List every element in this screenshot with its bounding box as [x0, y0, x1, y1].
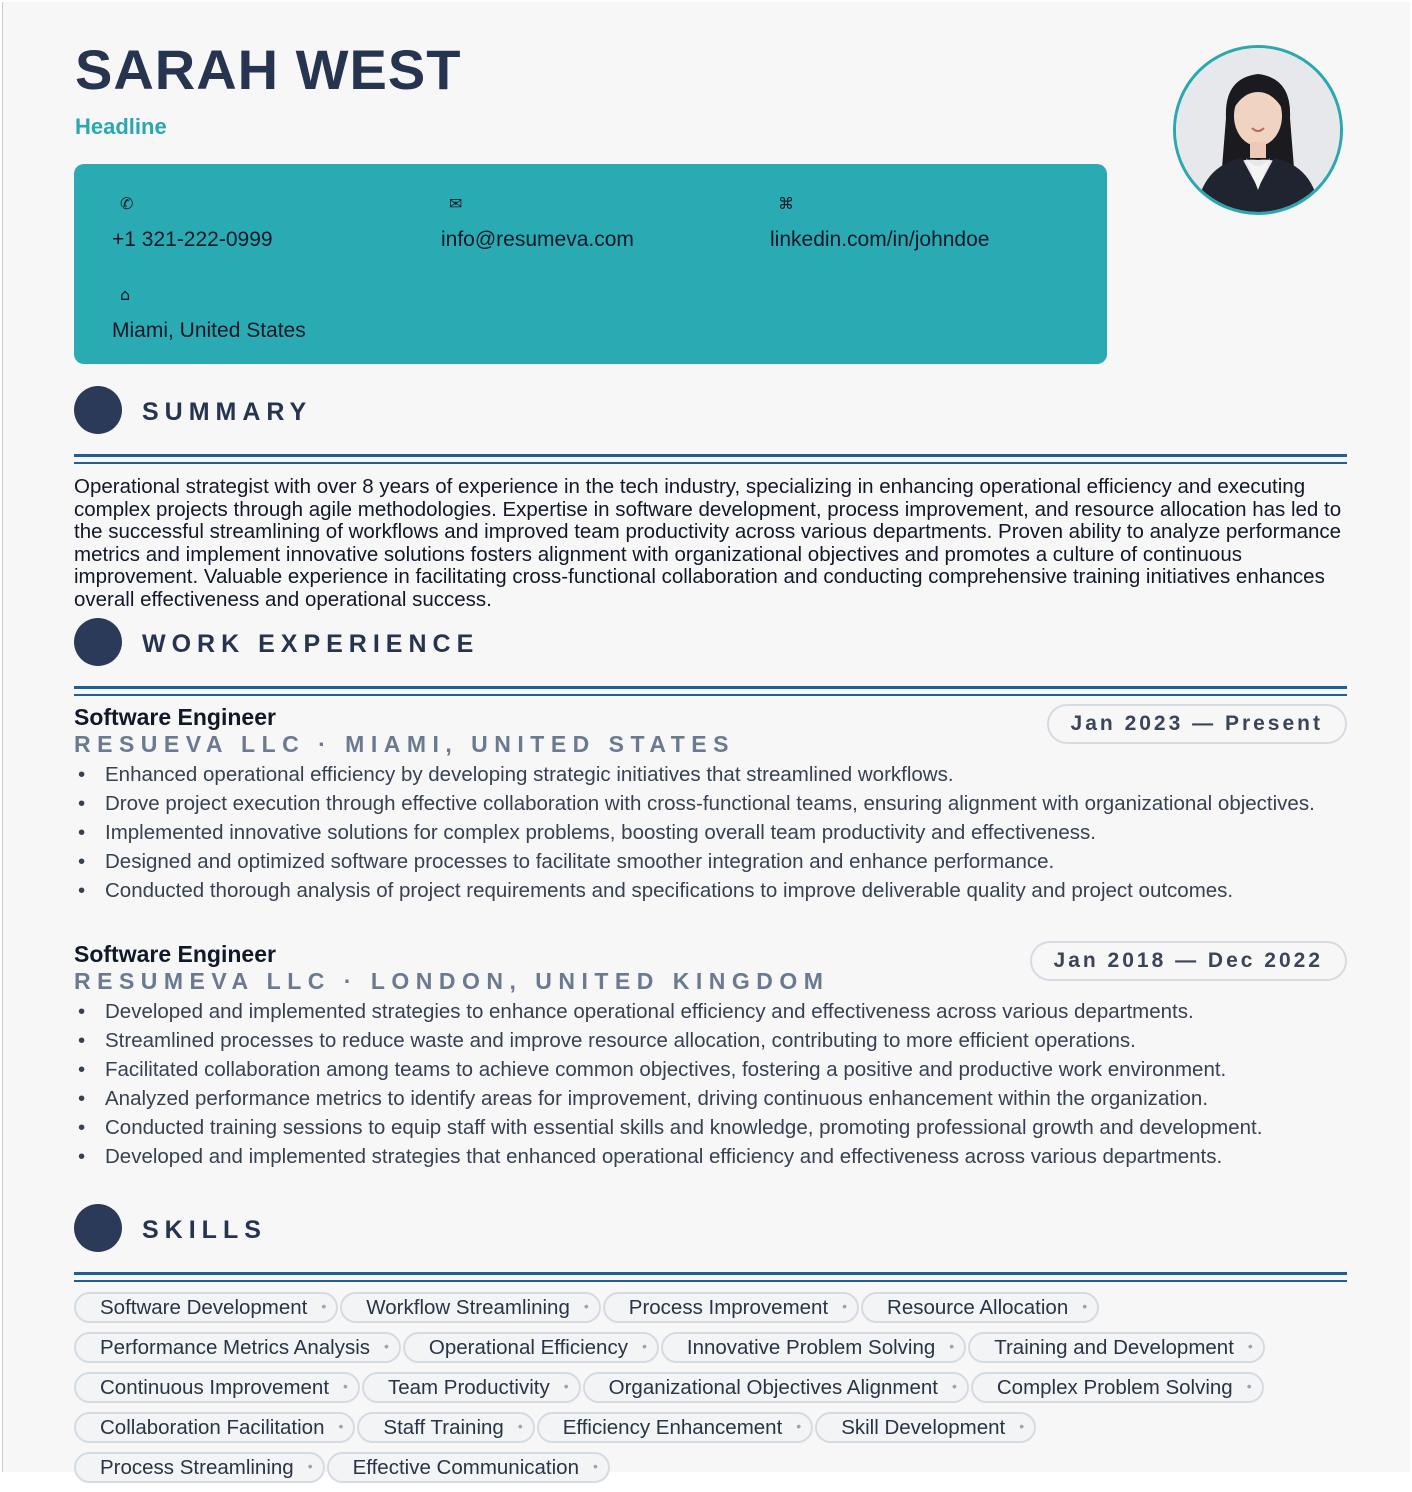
- job-entry-1: [74, 704, 1347, 907]
- list-item: • Enhanced operational efficiency by developing strategic initiatives that streamlined workflows.: [74, 762, 1347, 788]
- list-item: • Drove project execution through effective collaboration with cross-functional teams, ensuring alignment with organizational objectives.: [74, 791, 1347, 817]
- skill-tag: Staff Training •: [357, 1412, 534, 1443]
- envelope-icon: ✉: [449, 194, 463, 213]
- section-divider: [74, 686, 1347, 689]
- job-company: RESUMEVA LLC · LONDON, UNITED KINGDOM: [74, 968, 830, 994]
- skill-tag: Organizational Objectives Alignment •: [583, 1372, 969, 1403]
- section-divider: [74, 454, 1347, 457]
- list-item: • Conducted thorough analysis of project requirements and specifications to improve deliverable quality and project outcomes.: [74, 878, 1347, 904]
- skills-title: SKILLS: [142, 1216, 267, 1244]
- list-item: • Facilitated collaboration among teams to achieve common objectives, fostering a positive and productive work environment.: [74, 1057, 1347, 1083]
- experience-title: WORK EXPERIENCE: [142, 630, 480, 658]
- job-title: Software Engineer: [74, 704, 276, 730]
- skill-tag: Effective Communication •: [327, 1452, 610, 1483]
- profile-photo-image: [1176, 48, 1340, 212]
- skill-row: [74, 1372, 1364, 1403]
- headline: Headline: [75, 114, 167, 139]
- list-item: • Developed and implemented strategies that enhanced operational efficiency and effectiveness across various departments.: [74, 1144, 1347, 1170]
- job-title: Software Engineer: [74, 941, 276, 967]
- home-icon: ⌂: [120, 285, 131, 304]
- contact-email: [441, 194, 741, 252]
- job-company: RESUEVA LLC · MIAMI, UNITED STATES: [74, 731, 735, 757]
- candidate-name: SARAH WEST: [75, 38, 462, 101]
- skills-list: [74, 1292, 1364, 1492]
- job-dates: Jan 2023 — Present: [1047, 704, 1347, 744]
- skill-tag: Complex Problem Solving •: [971, 1372, 1264, 1403]
- phone-icon: ✆: [120, 194, 134, 213]
- list-item: • Conducted training sessions to equip staff with essential skills and knowledge, promoting professional growth and development.: [74, 1115, 1347, 1141]
- command-icon: ⌘: [778, 194, 794, 213]
- skill-tag: Process Streamlining •: [74, 1452, 325, 1483]
- skill-tag: Process Improvement •: [603, 1292, 859, 1323]
- skill-tag: Efficiency Enhancement •: [537, 1412, 813, 1443]
- contact-location: [112, 285, 412, 343]
- section-dot-icon: [74, 618, 122, 666]
- section-divider: [74, 1280, 1347, 1282]
- location-text: Miami, United States: [112, 319, 306, 342]
- skill-row: [74, 1292, 1364, 1323]
- skill-tag: Training and Development •: [968, 1332, 1265, 1363]
- profile-photo: [1173, 45, 1343, 215]
- list-item: • Analyzed performance metrics to identify areas for improvement, driving continuous enhancement within the organization.: [74, 1086, 1347, 1112]
- skill-row: [74, 1332, 1364, 1363]
- email-address[interactable]: info@resumeva.com: [441, 228, 634, 251]
- skill-tag: Collaboration Facilitation •: [74, 1412, 355, 1443]
- list-item: • Implemented innovative solutions for complex problems, boosting overall team productivity and effectiveness.: [74, 820, 1347, 846]
- phone-number[interactable]: +1 321-222-0999: [112, 228, 273, 251]
- skill-tag: Performance Metrics Analysis •: [74, 1332, 401, 1363]
- job-bullet-list: [74, 762, 1347, 904]
- job-dates: Jan 2018 — Dec 2022: [1030, 941, 1347, 981]
- skill-tag: Continuous Improvement •: [74, 1372, 360, 1403]
- skill-tag: Workflow Streamlining •: [340, 1292, 600, 1323]
- list-item: • Designed and optimized software processes to facilitate smoother integration and enhance performance.: [74, 849, 1347, 875]
- skill-row: [74, 1452, 1364, 1483]
- skill-tag: Operational Efficiency •: [403, 1332, 659, 1363]
- skill-tag: Software Development •: [74, 1292, 338, 1323]
- contact-linkedin: [770, 194, 1070, 252]
- resume-page: [2, 2, 1410, 1479]
- job-entry-2: [74, 941, 1347, 1173]
- list-item: • Developed and implemented strategies to enhance operational efficiency and effectiveness across various departments.: [74, 999, 1347, 1025]
- skill-tag: Resource Allocation •: [861, 1292, 1099, 1323]
- summary-text: Operational strategist with over 8 years of experience in the tech industry, specializing in enhancing operational efficiency and executing complex projects through agile methodologies. Expertise in software development, process improvement, and resource allocation has led to the successful streamlining of workflows and improved team productivity across various departments. Proven ability to analyze performance metrics and implement innovative solutions fosters alignment with organizational objectives and promotes a culture of continuous improvement. Valuable experience in facilitating cross-functional collaboration and conducting comprehensive training initiatives enhances overall effectiveness and operational success.: [74, 475, 1342, 611]
- skill-row: [74, 1412, 1364, 1443]
- summary-title: SUMMARY: [142, 398, 313, 426]
- skill-tag: Skill Development •: [815, 1412, 1036, 1443]
- section-dot-icon: [74, 1204, 122, 1252]
- job-bullet-list: [74, 999, 1347, 1170]
- skill-tag: Team Productivity •: [362, 1372, 581, 1403]
- skill-tag: Innovative Problem Solving •: [661, 1332, 966, 1363]
- linkedin-url[interactable]: linkedin.com/in/johndoe: [770, 228, 990, 251]
- contact-panel: [74, 164, 1107, 364]
- contact-phone: [112, 194, 412, 252]
- section-dot-icon: [74, 386, 122, 434]
- section-divider: [74, 694, 1347, 696]
- section-divider: [74, 462, 1347, 464]
- list-item: • Streamlined processes to reduce waste and improve resource allocation, contributing to more efficient operations.: [74, 1028, 1347, 1054]
- section-divider: [74, 1272, 1347, 1275]
